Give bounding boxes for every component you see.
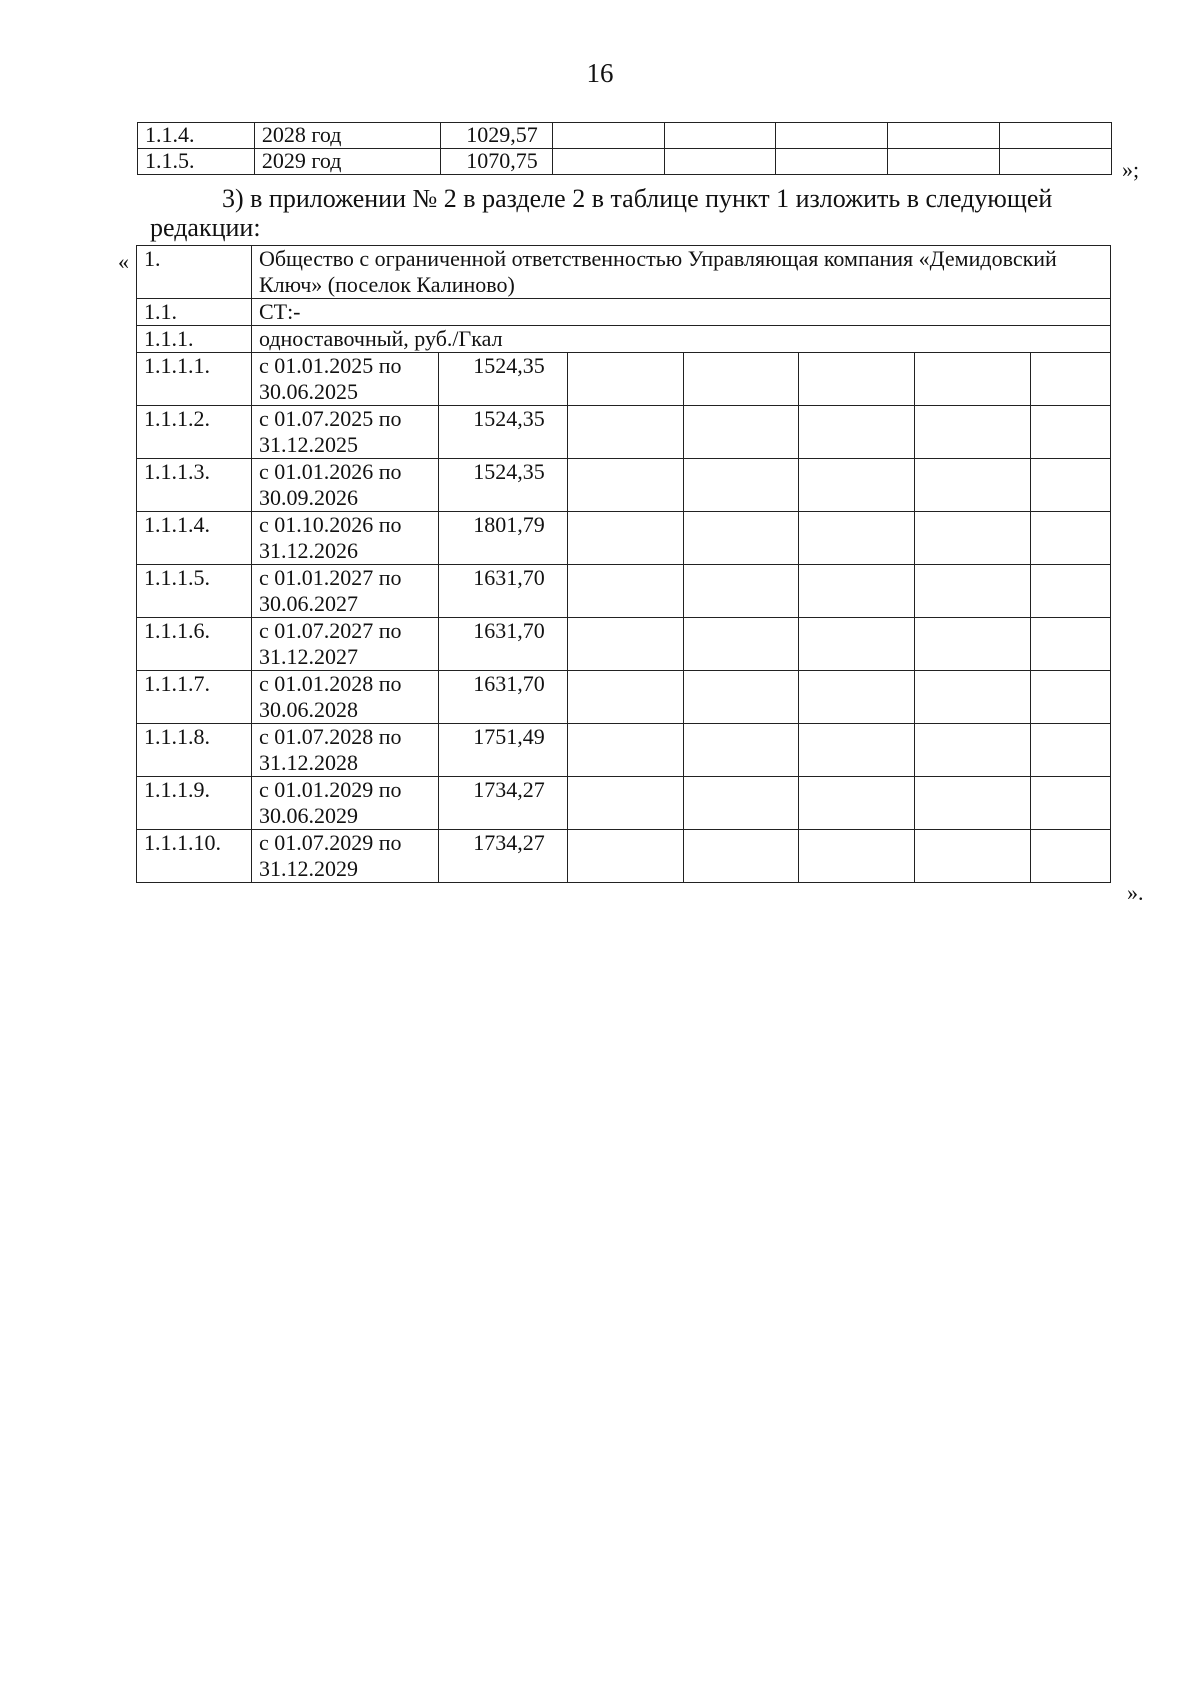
row-value: 1631,70 xyxy=(438,618,567,671)
table-row xyxy=(137,671,1111,724)
row-value: 1734,27 xyxy=(438,777,567,830)
row-value: 1524,35 xyxy=(438,459,567,512)
row-value: 1524,35 xyxy=(438,406,567,459)
row-id: 1.1. xyxy=(137,299,252,326)
empty-cell xyxy=(915,777,1031,830)
period-to: 30.06.2028 xyxy=(258,697,358,722)
empty-cell xyxy=(683,671,799,724)
row-value: 1631,70 xyxy=(438,565,567,618)
empty-cell xyxy=(1031,724,1111,777)
empty-cell xyxy=(915,406,1031,459)
organization-row xyxy=(137,246,1111,299)
period-to: 31.12.2029 xyxy=(258,856,358,881)
row-period: 2028 год xyxy=(254,123,440,149)
row-id: 1.1.1.3. xyxy=(137,459,252,512)
empty-cell xyxy=(888,149,1000,175)
row-value: 1029,57 xyxy=(440,123,552,149)
empty-cell xyxy=(915,512,1031,565)
organization-name: Общество с ограниченной ответственностью Управляющая компания «Демидовский Ключ» (поселок Калиново) xyxy=(251,246,1110,299)
empty-cell xyxy=(567,353,683,406)
empty-cell xyxy=(799,512,915,565)
table-row xyxy=(138,149,1112,175)
empty-cell xyxy=(799,777,915,830)
row-period xyxy=(251,353,438,406)
period-to: 30.09.2026 xyxy=(258,485,358,510)
row-value: 1734,27 xyxy=(438,830,567,883)
table-row xyxy=(137,459,1111,512)
row-id: 1.1.1.7. xyxy=(137,671,252,724)
row-id: 1.1.1.8. xyxy=(137,724,252,777)
table-row xyxy=(137,724,1111,777)
empty-cell xyxy=(683,777,799,830)
period-from: с 01.07.2027 по xyxy=(258,618,402,643)
empty-cell xyxy=(915,353,1031,406)
row-value: 1631,70 xyxy=(438,671,567,724)
closing-quote: ». xyxy=(1127,880,1144,905)
empty-cell xyxy=(799,618,915,671)
empty-cell xyxy=(915,830,1031,883)
empty-cell xyxy=(799,565,915,618)
empty-cell xyxy=(776,149,888,175)
category-label: СТ:- xyxy=(251,299,1110,326)
row-period xyxy=(251,724,438,777)
row-value: 1070,75 xyxy=(440,149,552,175)
empty-cell xyxy=(799,353,915,406)
period-from: с 01.07.2028 по xyxy=(258,724,402,749)
empty-cell xyxy=(799,406,915,459)
row-period xyxy=(251,406,438,459)
tariff-rows xyxy=(137,353,1111,883)
table-row xyxy=(137,777,1111,830)
row-id: 1.1.1.9. xyxy=(137,777,252,830)
row-period xyxy=(251,512,438,565)
empty-cell xyxy=(799,724,915,777)
empty-cell xyxy=(1031,830,1111,883)
row-id: 1.1.1.4. xyxy=(137,512,252,565)
empty-cell xyxy=(567,459,683,512)
empty-cell xyxy=(683,459,799,512)
empty-cell xyxy=(683,512,799,565)
category-row xyxy=(137,299,1111,326)
empty-cell xyxy=(1031,777,1111,830)
row-id: 1.1.1.10. xyxy=(137,830,252,883)
row-period xyxy=(251,459,438,512)
row-id: 1. xyxy=(137,246,252,299)
empty-cell xyxy=(1031,459,1111,512)
row-id: 1.1.4. xyxy=(138,123,255,149)
empty-cell xyxy=(567,406,683,459)
period-to: 31.12.2025 xyxy=(258,432,358,457)
table-row xyxy=(137,618,1111,671)
empty-cell xyxy=(1031,618,1111,671)
empty-cell xyxy=(915,565,1031,618)
row-id: 1.1.1.2. xyxy=(137,406,252,459)
row-period xyxy=(251,565,438,618)
row-period: 2029 год xyxy=(254,149,440,175)
empty-cell xyxy=(683,830,799,883)
empty-cell xyxy=(1000,123,1112,149)
table-row xyxy=(137,565,1111,618)
page-number: 16 xyxy=(586,58,614,88)
table-row xyxy=(138,123,1112,149)
row-period xyxy=(251,671,438,724)
period-from: с 01.01.2027 по xyxy=(258,565,402,590)
row-id: 1.1.1.6. xyxy=(137,618,252,671)
empty-cell xyxy=(683,406,799,459)
empty-cell xyxy=(915,671,1031,724)
empty-cell xyxy=(776,123,888,149)
period-from: с 01.01.2026 по xyxy=(258,459,402,484)
empty-cell xyxy=(567,565,683,618)
period-from: с 01.10.2026 по xyxy=(258,512,402,537)
empty-cell xyxy=(1031,512,1111,565)
table-row xyxy=(137,830,1111,883)
period-to: 30.06.2027 xyxy=(258,591,358,616)
empty-cell xyxy=(915,724,1031,777)
period-to: 31.12.2027 xyxy=(258,644,358,669)
empty-cell xyxy=(1031,353,1111,406)
empty-cell xyxy=(1031,565,1111,618)
empty-cell xyxy=(552,123,664,149)
row-period xyxy=(251,618,438,671)
empty-cell xyxy=(664,149,776,175)
row-value: 1801,79 xyxy=(438,512,567,565)
empty-cell xyxy=(1031,406,1111,459)
empty-cell xyxy=(915,618,1031,671)
table-row xyxy=(137,406,1111,459)
empty-cell xyxy=(799,671,915,724)
empty-cell xyxy=(567,618,683,671)
period-to: 31.12.2026 xyxy=(258,538,358,563)
period-to: 31.12.2028 xyxy=(258,750,358,775)
tariff-type-row xyxy=(137,326,1111,353)
period-from: с 01.01.2029 по xyxy=(258,777,402,802)
amendment-paragraph: 3) в приложении № 2 в разделе 2 в таблице пункт 1 изложить в следующей xyxy=(222,184,1053,213)
empty-cell xyxy=(552,149,664,175)
row-id: 1.1.1. xyxy=(137,326,252,353)
empty-cell xyxy=(683,618,799,671)
tariff-type-label: одноставочный, руб./Гкал xyxy=(251,326,1110,353)
row-id: 1.1.1.5. xyxy=(137,565,252,618)
empty-cell xyxy=(888,123,1000,149)
empty-cell xyxy=(799,459,915,512)
table-row xyxy=(137,353,1111,406)
empty-cell xyxy=(567,724,683,777)
empty-cell xyxy=(915,459,1031,512)
tariff-table-continuation xyxy=(137,122,1112,175)
amendment-paragraph-continued: редакции: xyxy=(150,213,261,242)
empty-cell xyxy=(567,777,683,830)
empty-cell xyxy=(567,512,683,565)
row-value: 1751,49 xyxy=(438,724,567,777)
empty-cell xyxy=(1000,149,1112,175)
period-to: 30.06.2025 xyxy=(258,379,358,404)
period-to: 30.06.2029 xyxy=(258,803,358,828)
empty-cell xyxy=(567,671,683,724)
closing-quote: »; xyxy=(1122,157,1140,182)
tariff-table xyxy=(136,245,1111,883)
period-from: с 01.01.2025 по xyxy=(258,353,402,378)
row-id: 1.1.1.1. xyxy=(137,353,252,406)
row-period xyxy=(251,830,438,883)
empty-cell xyxy=(567,830,683,883)
row-value: 1524,35 xyxy=(438,353,567,406)
table-row xyxy=(137,512,1111,565)
period-from: с 01.07.2025 по xyxy=(258,406,402,431)
empty-cell xyxy=(683,353,799,406)
opening-quote: « xyxy=(118,249,129,274)
period-from: с 01.01.2028 по xyxy=(258,671,402,696)
period-from: с 01.07.2029 по xyxy=(258,830,402,855)
empty-cell xyxy=(683,565,799,618)
empty-cell xyxy=(1031,671,1111,724)
row-period xyxy=(251,777,438,830)
row-id: 1.1.5. xyxy=(138,149,255,175)
empty-cell xyxy=(799,830,915,883)
empty-cell xyxy=(664,123,776,149)
empty-cell xyxy=(683,724,799,777)
